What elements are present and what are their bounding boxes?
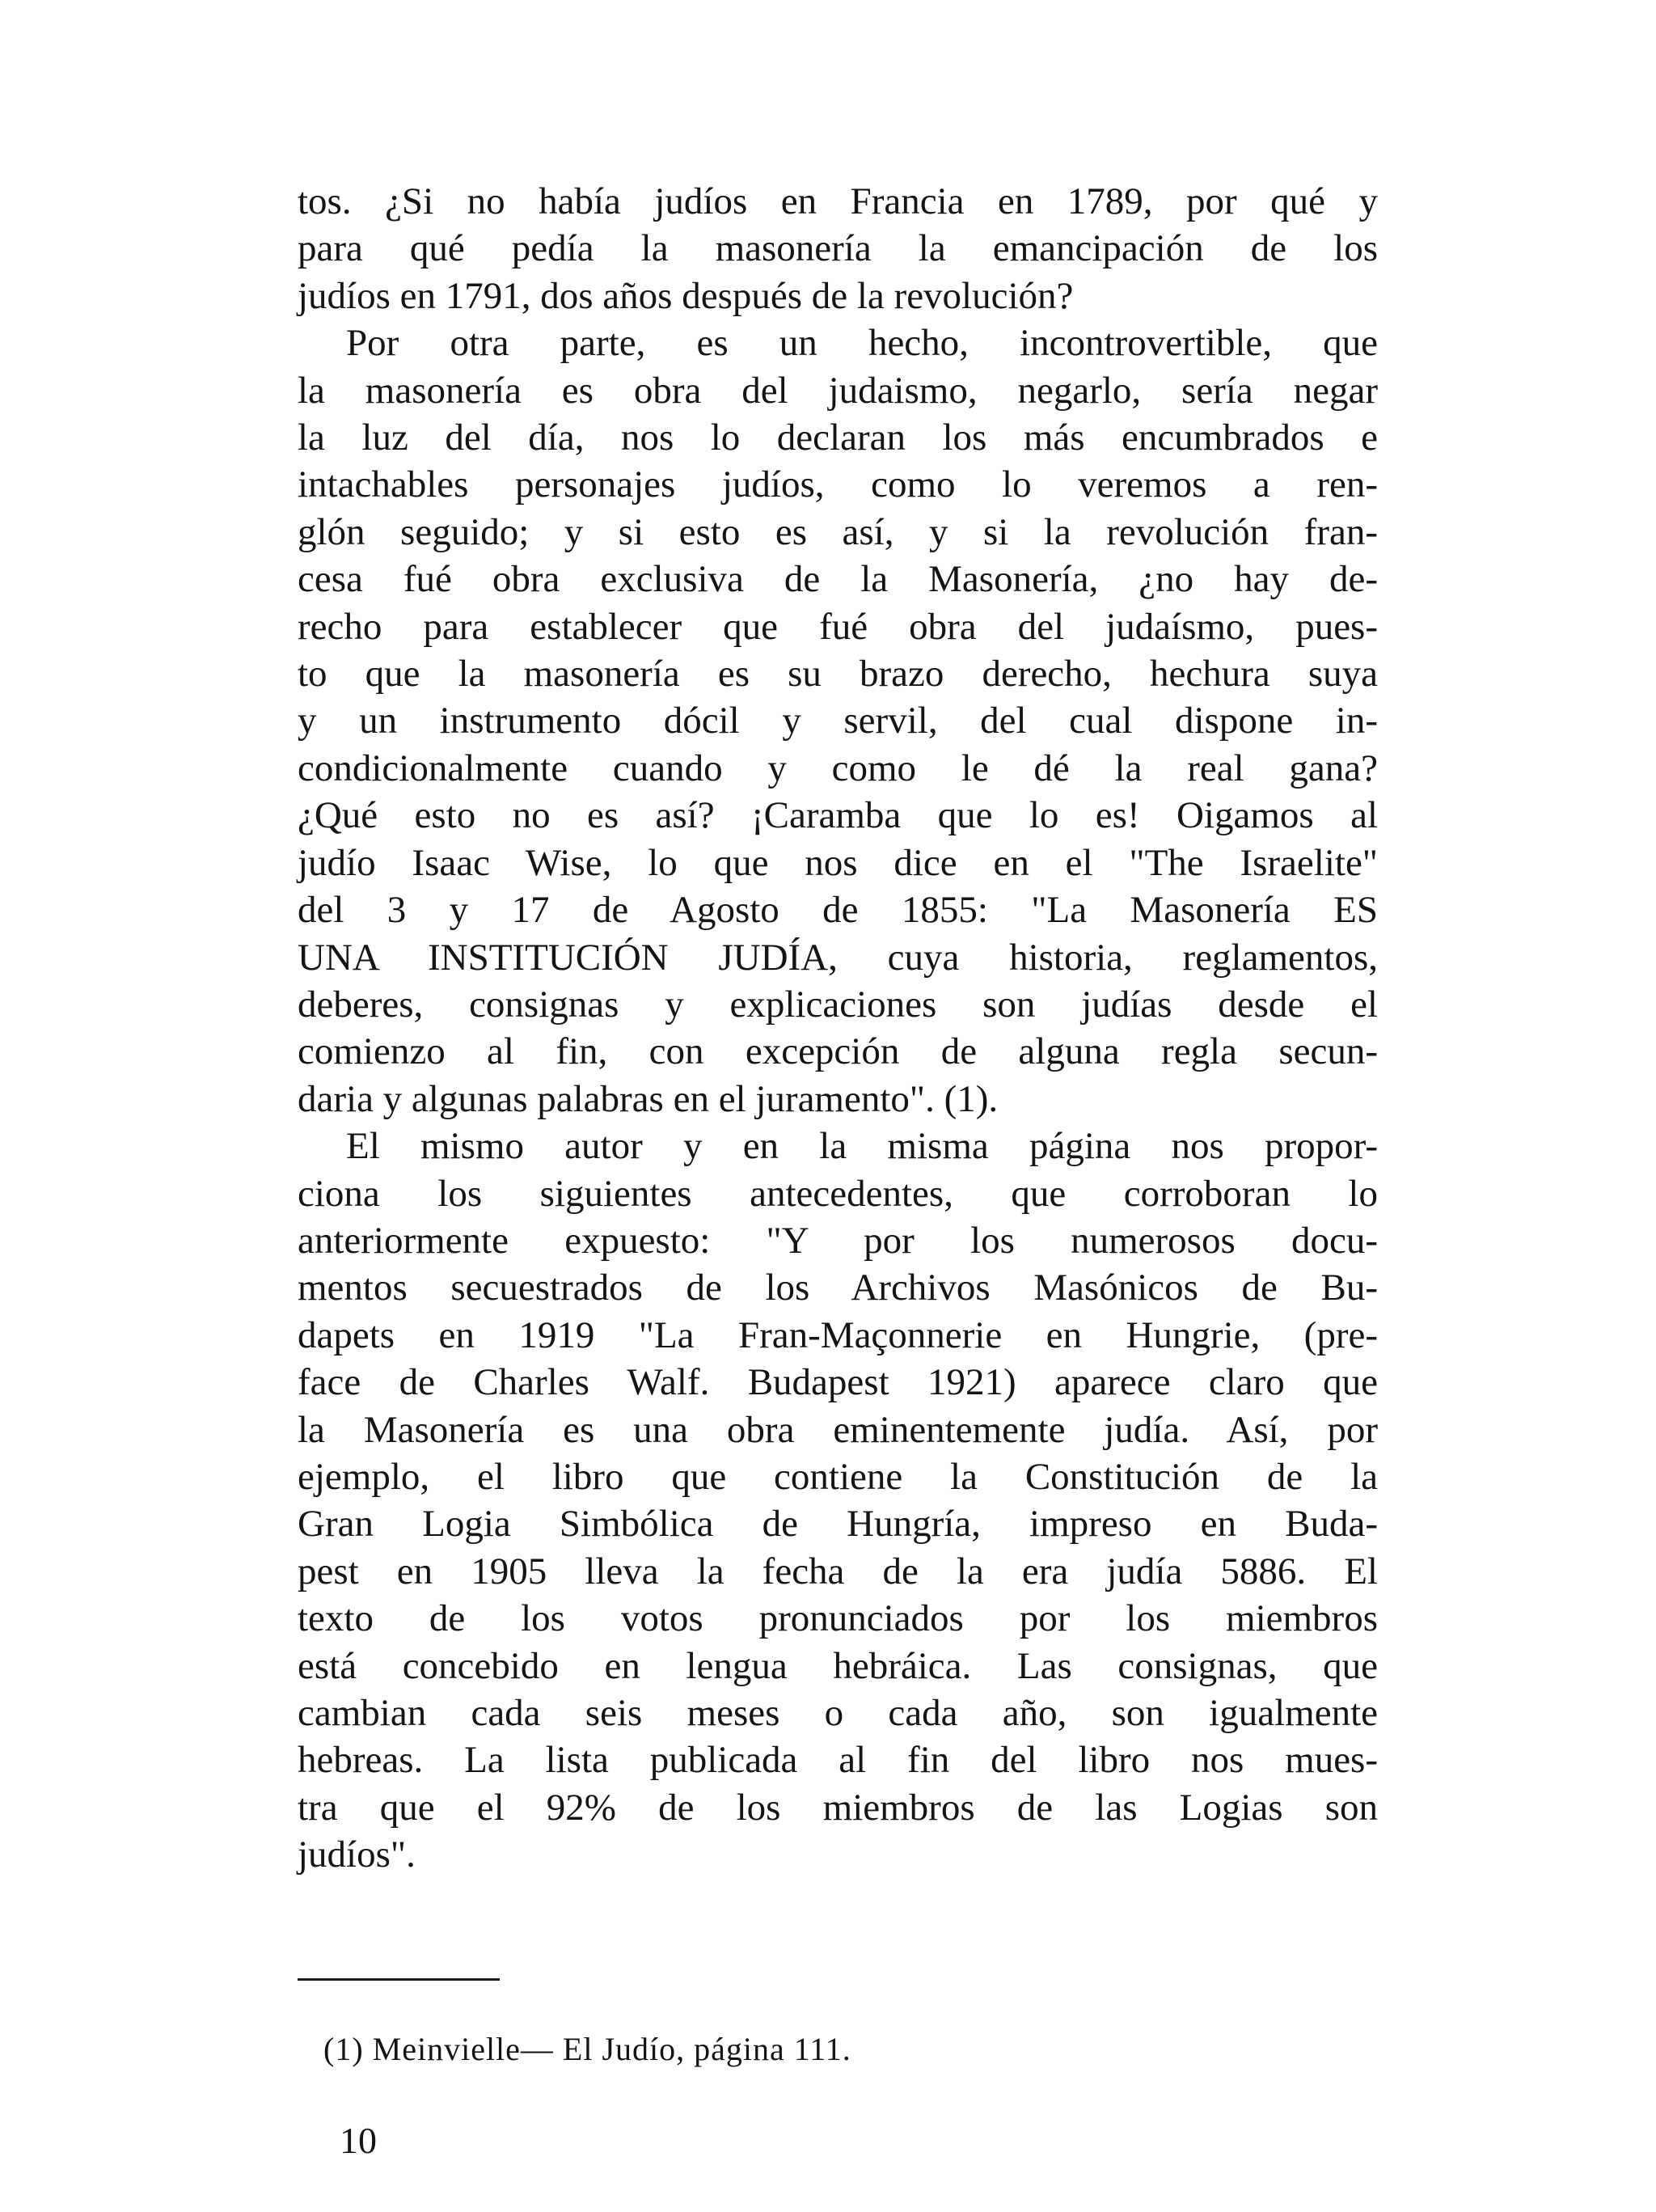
text-line: UNA INSTITUCIÓN JUDÍA, cuya historia, reglamentos, bbox=[298, 936, 1378, 979]
text-line: la masonería es obra del judaismo, negarlo, sería negar bbox=[298, 369, 1378, 412]
text-line: deberes, consignas y explicaciones son judías desde el bbox=[298, 983, 1378, 1026]
text-line: to que la masonería es su brazo derecho, hechura suya bbox=[298, 653, 1378, 696]
text-line: pest en 1905 lleva la fecha de la era judía 5886. El bbox=[298, 1550, 1378, 1592]
text-line: la Masonería es una obra eminentemente judía. Así, por bbox=[298, 1408, 1378, 1451]
text-line: del 3 y 17 de Agosto de 1855: "La Masonería ES bbox=[298, 889, 1378, 932]
text-line: judíos en 1791, dos años después de la revolución? bbox=[298, 274, 1074, 317]
text-line: recho para establecer que fué obra del judaísmo, pues- bbox=[298, 605, 1378, 648]
text-line: ¿Qué esto no es así? ¡Caramba que lo es! Oigamos al bbox=[298, 794, 1378, 837]
text-line: anteriormente expuesto: "Y por los numerosos docu- bbox=[298, 1219, 1378, 1262]
text-line: texto de los votos pronunciados por los miembros bbox=[298, 1597, 1378, 1640]
footnote-divider bbox=[298, 1978, 500, 1981]
text-line: cesa fué obra exclusiva de la Masonería, ¿no hay de- bbox=[298, 558, 1378, 601]
paragraph-3 bbox=[298, 1123, 1378, 1879]
paragraph-2 bbox=[298, 319, 1378, 1123]
text-line: cambian cada seis meses o cada año, son igualmente bbox=[298, 1692, 1378, 1734]
text-line: mentos secuestrados de los Archivos Masónicos de Bu- bbox=[298, 1267, 1378, 1309]
text-line: intachables personajes judíos, como lo veremos a ren- bbox=[298, 463, 1378, 506]
text-line: glón seguido; y si esto es así, y si la revolución fran- bbox=[298, 510, 1378, 553]
footnote: (1) Meinvielle— El Judío, página 111. bbox=[323, 2031, 851, 2067]
text-line: y un instrumento dócil y servil, del cual dispone in- bbox=[298, 700, 1378, 742]
text-line: judíos". bbox=[298, 1833, 416, 1876]
text-line: está concebido en lengua hebráica. Las consignas, que bbox=[298, 1644, 1378, 1687]
text-line: tra que el 92% de los miembros de las Logias son bbox=[298, 1786, 1378, 1829]
page-number: 10 bbox=[340, 2120, 377, 2161]
text-line: Por otra parte, es un hecho, incontrovertible, que bbox=[346, 322, 1378, 365]
text-line: condicionalmente cuando y como le dé la real gana? bbox=[298, 746, 1378, 789]
text-line: tos. ¿Si no había judíos en Francia en 1789, por qué y bbox=[298, 180, 1378, 222]
text-line: para qué pedía la masonería la emancipación de los bbox=[298, 227, 1378, 270]
text-line: ciona los siguientes antecedentes, que corroboran lo bbox=[298, 1172, 1378, 1215]
text-line: El mismo autor y en la misma página nos propor- bbox=[346, 1125, 1378, 1168]
text-line: dapets en 1919 "La Fran-Maçonnerie en Hungrie, (pre- bbox=[298, 1313, 1378, 1356]
text-line: hebreas. La lista publicada al fin del libro nos mues- bbox=[298, 1739, 1378, 1782]
text-line: Gran Logia Simbólica de Hungría, impreso en Buda- bbox=[298, 1503, 1378, 1546]
text-line: judío Isaac Wise, lo que nos dice en el "The Israelite" bbox=[298, 841, 1378, 884]
text-line: daria y algunas palabras en el juramento". (1). bbox=[298, 1077, 999, 1120]
text-line: comienzo al fin, con excepción de alguna regla secun- bbox=[298, 1030, 1378, 1073]
body-text bbox=[298, 178, 1378, 1879]
paragraph-1 bbox=[298, 178, 1378, 319]
text-line: la luz del día, nos lo declaran los más encumbrados e bbox=[298, 417, 1378, 459]
text-line: ejemplo, el libro que contiene la Constitución de la bbox=[298, 1455, 1378, 1498]
text-line: face de Charles Walf. Budapest 1921) aparece claro que bbox=[298, 1361, 1378, 1404]
